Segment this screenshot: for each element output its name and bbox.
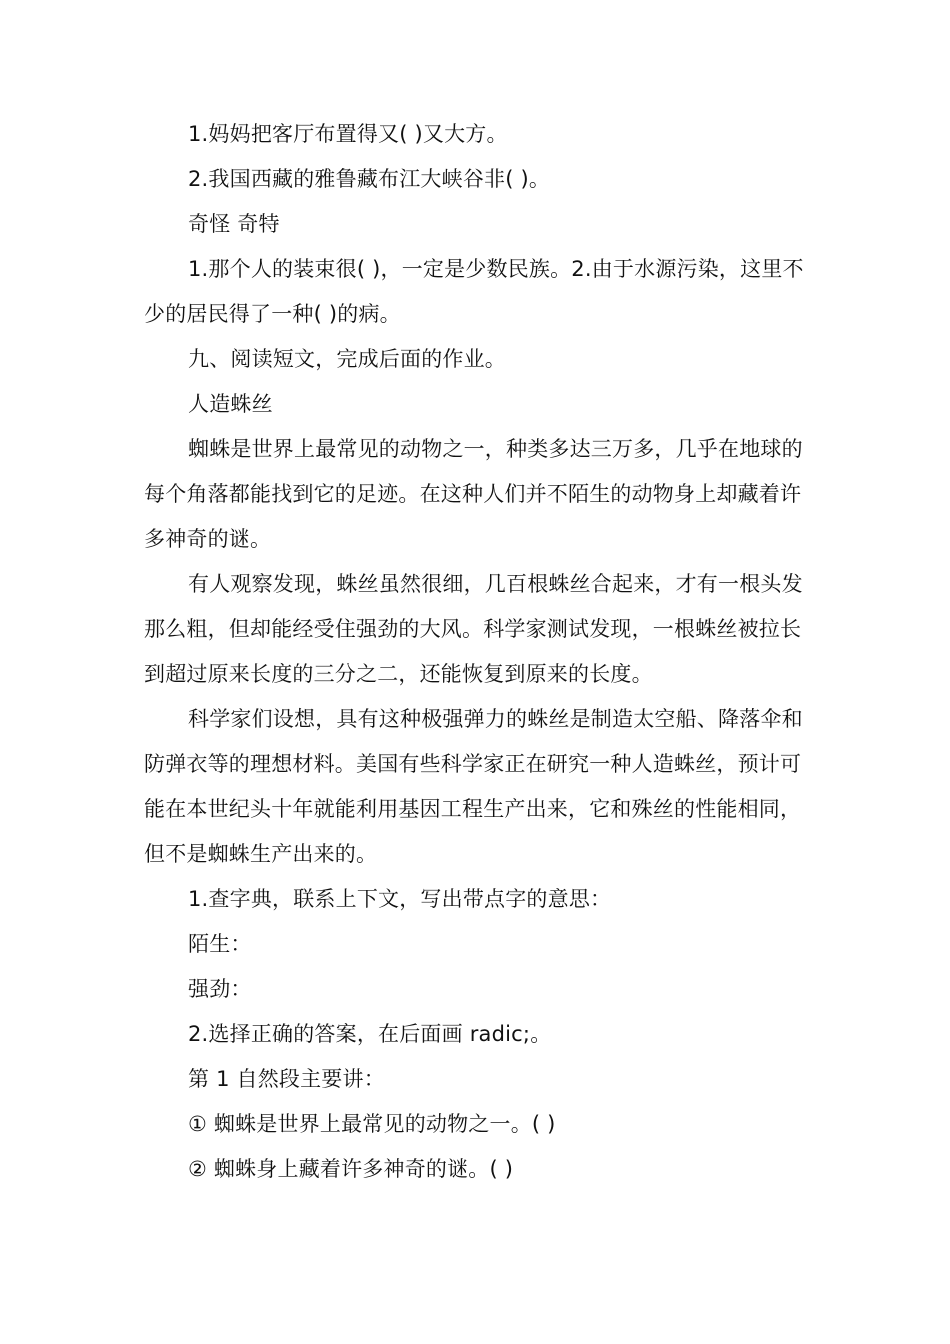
question-2: 2.选择正确的答案，在后面画 radic;。: [188, 1022, 552, 1046]
option-1: ① 蜘蛛是世界上最常见的动物之一。( ): [188, 1112, 556, 1136]
document-body: [144, 112, 810, 1192]
paragraph-2: 2.我国西藏的雅鲁藏布江大峡谷非( )。: [188, 167, 551, 191]
passage-paragraph-3: 科学家们设想，具有这种极强弹力的蛛丝是制造太空船、降落伞和防弹衣等的理想材料。美国有些科学家正在研究一种人造蛛丝，预计可能在本世纪头十年就能利用基因工程生产出来，它和殊丝的性能相同，但不是蜘蛛生产出来的。: [144, 707, 803, 866]
answer-line-qiangjing: 强劲：: [188, 977, 252, 1001]
answer-line-mosheng: 陌生：: [188, 932, 252, 956]
passage-title: 人造蛛丝: [188, 392, 273, 416]
passage-paragraph-1: 蜘蛛是世界上最常见的动物之一，种类多达三万多，几乎在地球的每个角落都能找到它的足迹。在这种人们并不陌生的动物身上却藏着许多神奇的谜。: [144, 437, 803, 551]
question-1: 1.查字典，联系上下文，写出带点字的意思：: [188, 887, 612, 911]
passage-paragraph-2: 有人观察发现，蛛丝虽然很细，几百根蛛丝合起来，才有一根头发那么粗，但却能经受住强劲的大风。科学家测试发现，一根蛛丝被拉长到超过原来长度的三分之二，还能恢复到原来的长度。: [144, 572, 803, 686]
paragraph-3: 1.那个人的装束很( )，一定是少数民族。2.由于水源污染，这里不少的居民得了一种( )的病。: [144, 257, 804, 326]
section-heading: 九、阅读短文，完成后面的作业。: [188, 347, 506, 371]
word-choice-pair: 奇怪 奇特: [188, 212, 280, 236]
option-2: ② 蜘蛛身上藏着许多神奇的谜。( ): [188, 1157, 514, 1181]
paragraph-1: 1.妈妈把客厅布置得又( )又大方。: [188, 122, 508, 146]
question-2-prompt: 第 1 自然段主要讲：: [188, 1067, 385, 1091]
